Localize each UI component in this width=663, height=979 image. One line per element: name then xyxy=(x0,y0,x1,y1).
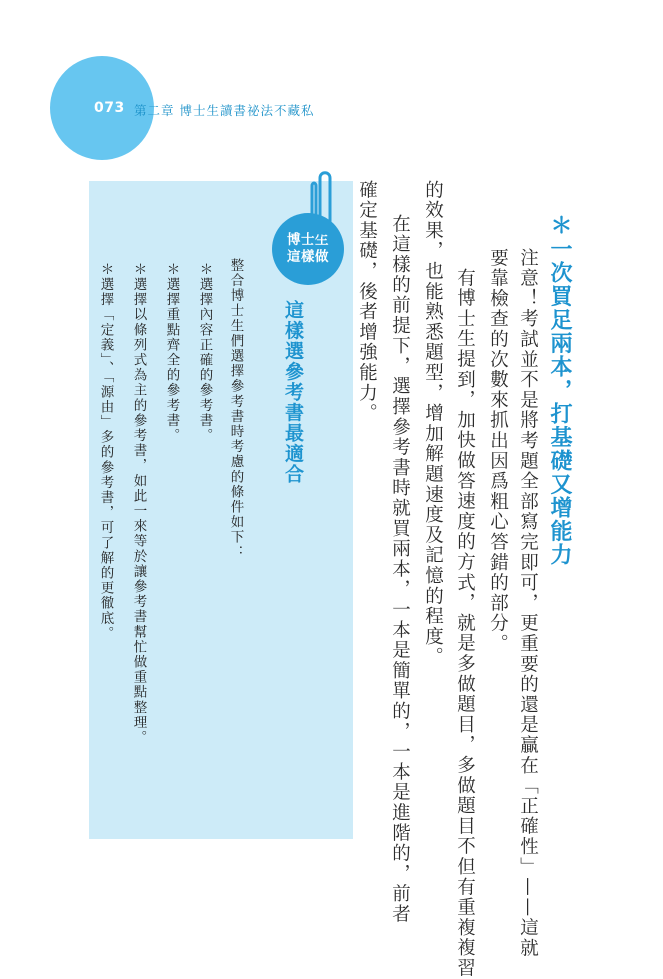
paragraph-column: 有博士生提到，加快做答速度的方式，就是多做題目，多做題目不但有重複複習 xyxy=(454,268,476,979)
sidebar-list-item: ＊選擇重點齊全的參考書。 xyxy=(163,262,180,444)
section-heading: ＊一次買足兩本，打基礎又增能力 xyxy=(547,214,572,567)
paragraph-column: 注意！考試並不是將考題全部寫完即可，更重要的還是贏在「正確性」——這就 xyxy=(517,248,539,959)
sidebar-list-item: ＊選擇「定義」、「源由」多的參考書，可了解的更徹底。 xyxy=(97,262,114,642)
paragraph-column: 的效果，也能熟悉題型，增加解題速度及記憶的程度。 xyxy=(422,180,444,668)
chapter-title: 第二章 博士生讀書祕法不藏私 xyxy=(134,103,315,118)
paragraph-column: 確定基礎，後者增強能力。 xyxy=(356,180,378,424)
sidebar-list-item: ＊選擇以條列式為主的參考書，如此一來等於讓參考書幫忙做重點整理。 xyxy=(130,262,147,746)
paragraph-column: 要靠檢查的次數來抓出因爲粗心答錯的部分。 xyxy=(487,248,509,654)
paperclip-icon xyxy=(304,166,334,242)
paragraph-column: 在這樣的前提下，選擇參考書時就買兩本，一本是簡單的，一本是進階的，前者 xyxy=(389,214,411,925)
sidebar-list-item: ＊選擇內容正確的參考書。 xyxy=(196,262,213,444)
sidebar-heading: 這樣選參考書最適合 xyxy=(282,300,304,485)
badge-line: 博士生 xyxy=(287,232,329,248)
sidebar-intro: 整合博士生們選擇參考書時考慮的條件如下： xyxy=(227,258,244,560)
page-number: 073 xyxy=(94,100,125,116)
badge-line: 這樣做 xyxy=(287,249,329,265)
